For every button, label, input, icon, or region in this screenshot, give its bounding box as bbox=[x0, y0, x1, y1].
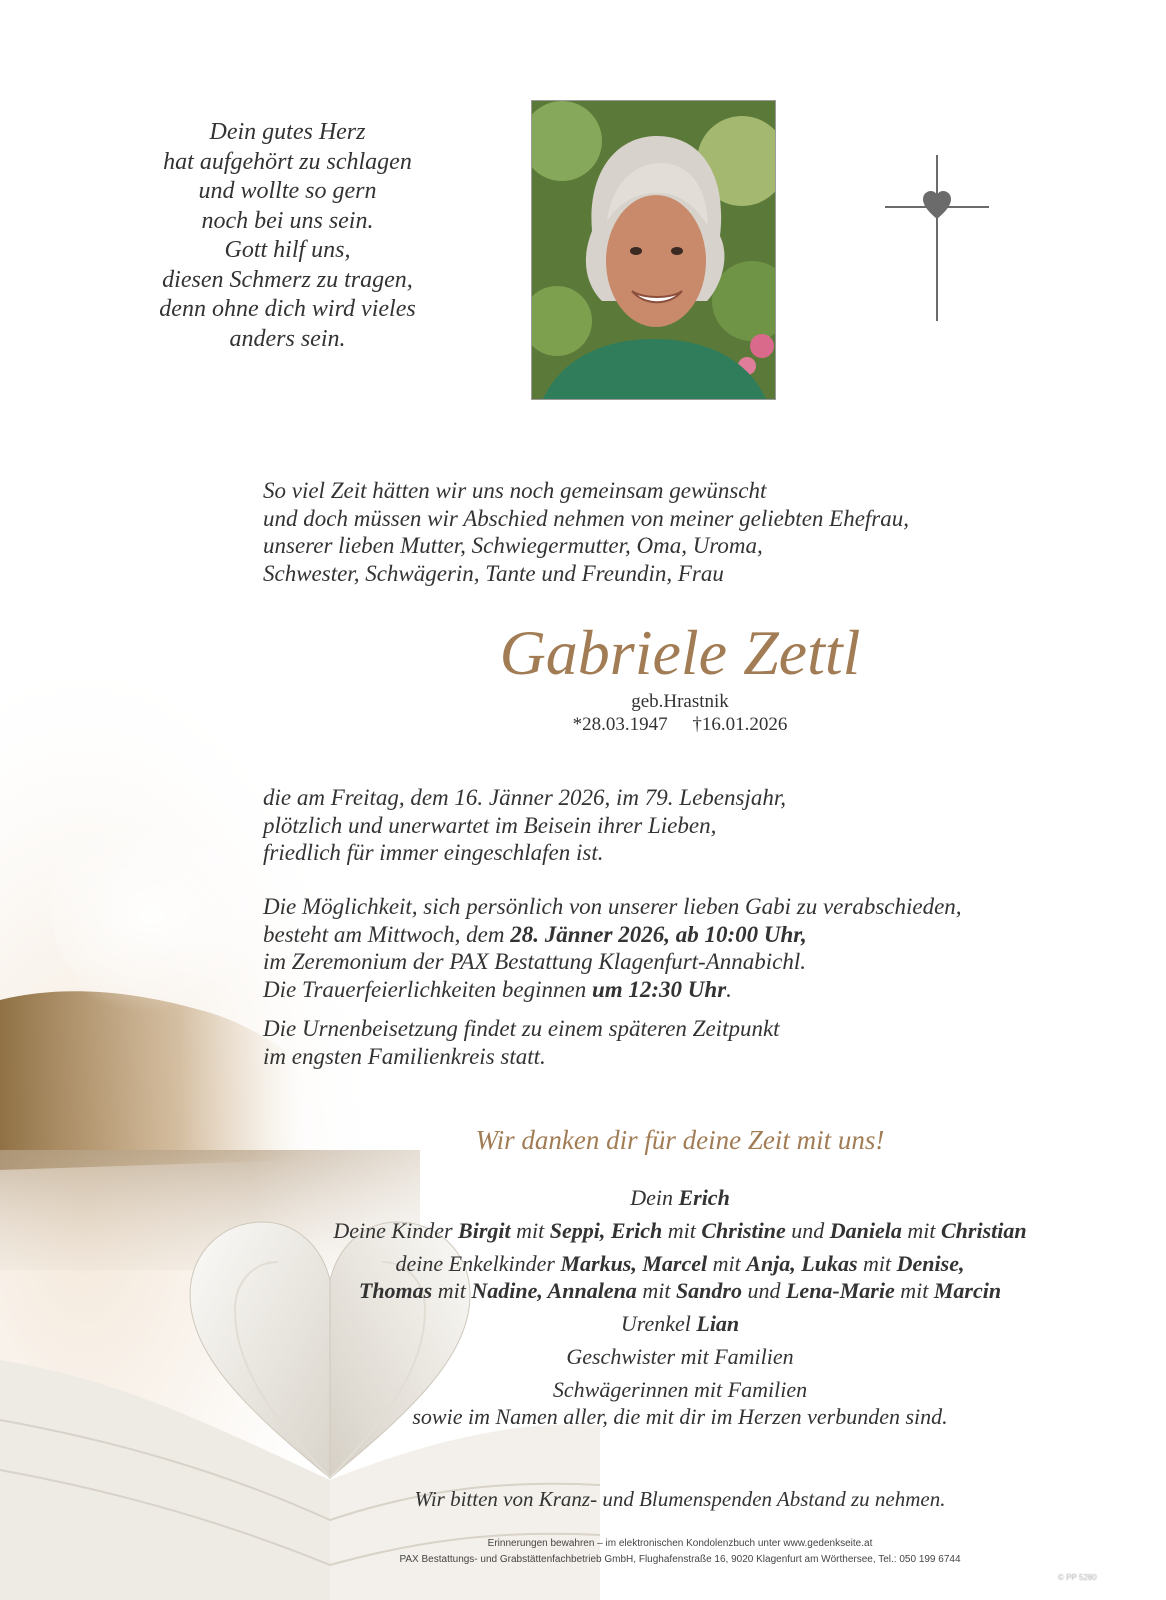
mourner-name: Anja, Lukas bbox=[746, 1251, 858, 1276]
mourner-text: Dein bbox=[630, 1185, 679, 1210]
farewell-text: . bbox=[726, 976, 732, 1002]
farewell-info bbox=[263, 893, 1063, 1003]
cross-heart-icon bbox=[885, 155, 989, 321]
mourner-text: mit bbox=[662, 1218, 702, 1243]
mourner-great-grandchild bbox=[260, 1310, 1100, 1337]
mourner-name: Nadine, Annalena bbox=[471, 1278, 637, 1303]
mourner-text: Deine Kinder bbox=[333, 1218, 459, 1243]
farewell-line bbox=[263, 921, 1063, 949]
mourner-name: Christian bbox=[940, 1218, 1027, 1243]
no-flowers-request: Wir bitten von Kranz- und Blumenspenden Abstand zu nehmen. bbox=[414, 1487, 946, 1511]
mourner-text: und bbox=[785, 1218, 830, 1243]
mourner-siblings: Geschwister mit Familien bbox=[566, 1344, 794, 1369]
intro-line: So viel Zeit hätten wir uns noch gemeinsam gewünscht bbox=[263, 478, 767, 503]
mourner-text: mit bbox=[857, 1251, 897, 1276]
farewell-line: im Zeremonium der PAX Bestattung Klagenfurt-Annabichl. bbox=[263, 949, 807, 974]
portrait-photo bbox=[531, 100, 776, 400]
poem-line: anders sein. bbox=[229, 325, 346, 352]
mourner-name: Christine bbox=[701, 1218, 786, 1243]
farewell-text: Die Trauerfeierlichkeiten beginnen bbox=[263, 976, 592, 1002]
death-notice bbox=[263, 784, 1023, 867]
mourner-all: sowie im Namen aller, die mit dir im Herzen verbunden sind. bbox=[412, 1404, 948, 1429]
farewell-line: Die Möglichkeit, sich persönlich von unserer lieben Gabi zu verabschieden, bbox=[263, 894, 962, 919]
mourner-text: mit bbox=[707, 1251, 747, 1276]
mourner-children bbox=[260, 1217, 1100, 1244]
mourner-name: Lian bbox=[696, 1311, 740, 1336]
mourner-text: mit bbox=[510, 1218, 550, 1243]
intro-line: unserer lieben Mutter, Schwiegermutter, Oma, Uroma, bbox=[263, 533, 763, 558]
mourner-name: Lena-Marie bbox=[785, 1278, 895, 1303]
intro-line: Schwester, Schwägerin, Tante und Freundin, Frau bbox=[263, 560, 724, 586]
mourner-name: Birgit bbox=[458, 1218, 511, 1243]
intro-text bbox=[263, 477, 1023, 587]
poem bbox=[110, 118, 465, 354]
death-line: friedlich für immer eingeschlafen ist. bbox=[263, 840, 604, 865]
mourner-text: und bbox=[741, 1278, 786, 1303]
mourner-name: Marcin bbox=[933, 1278, 1002, 1303]
life-dates bbox=[430, 714, 930, 736]
mourner-name: Thomas bbox=[358, 1278, 433, 1303]
mourner-text: deine Enkelkinder bbox=[395, 1251, 561, 1276]
mourner-text: mit bbox=[901, 1218, 941, 1243]
intro-line: und doch müssen wir Abschied nehmen von meiner geliebten Ehefrau, bbox=[263, 505, 909, 531]
farewell-datetime: 28. Jänner 2026, ab 10:00 Uhr, bbox=[510, 921, 807, 947]
deceased-name: Gabriele Zettl bbox=[499, 617, 861, 688]
poem-line: Gott hilf uns, bbox=[224, 237, 351, 263]
urn-line: im engsten Familienkreis statt. bbox=[263, 1043, 546, 1069]
urn-notice bbox=[263, 1015, 1023, 1070]
poem-line: denn ohne dich wird vieles bbox=[159, 296, 416, 322]
mourner-name: Sandro bbox=[675, 1278, 742, 1303]
footer-company: PAX Bestattungs- und Grabstättenfachbetrieb GmbH, Flughafenstraße 16, 9020 Klagenfurt am Wörthersee, Tel.: 050 199 6744 bbox=[399, 1554, 961, 1565]
farewell-line bbox=[263, 976, 1063, 1004]
poem-line: und wollte so gern bbox=[198, 178, 377, 204]
poem-line: noch bei uns sein. bbox=[201, 207, 374, 234]
thanks-heading: Wir danken dir für deine Zeit mit uns! bbox=[475, 1125, 885, 1155]
footer-condolence: Erinnerungen bewahren – im elektronischen Kondolenzbuch unter www.gedenkseite.at bbox=[487, 1538, 873, 1549]
poem-line: Dein gutes Herz bbox=[209, 119, 366, 145]
poem-line: diesen Schmerz zu tragen, bbox=[162, 266, 413, 293]
mourner-name: Erich bbox=[678, 1185, 730, 1210]
mourner-text: mit bbox=[432, 1278, 472, 1303]
ceremony-time: um 12:30 Uhr bbox=[591, 976, 727, 1002]
mourner-spouse bbox=[260, 1184, 1100, 1211]
mourner-text: Urenkel bbox=[620, 1311, 697, 1336]
mourner-name: Markus, Marcel bbox=[560, 1251, 708, 1276]
template-code: © PP 5280 bbox=[1058, 1573, 1097, 1582]
mourners-list bbox=[260, 1184, 1100, 1430]
mourner-name: Erich bbox=[610, 1218, 663, 1243]
mourner-name: Denise, bbox=[896, 1251, 965, 1276]
poem-line: hat aufgehört zu schlagen bbox=[163, 148, 412, 175]
mourner-grandchildren bbox=[260, 1250, 1100, 1277]
mourner-name: Daniela bbox=[829, 1218, 902, 1243]
maiden-name: geb.Hrastnik bbox=[631, 691, 729, 712]
birth-date: *28.03.1947 bbox=[572, 714, 668, 735]
death-date: †16.01.2026 bbox=[692, 714, 788, 735]
death-line: die am Freitag, dem 16. Jänner 2026, im 79. Lebensjahr, bbox=[263, 785, 786, 810]
mourner-grandchildren bbox=[260, 1277, 1100, 1304]
mourner-text: mit bbox=[636, 1278, 676, 1303]
mourner-text: mit bbox=[894, 1278, 934, 1303]
mourner-sisters-in-law: Schwägerinnen mit Familien bbox=[552, 1377, 808, 1402]
death-line: plötzlich und unerwartet im Beisein ihrer Lieben, bbox=[263, 812, 717, 838]
urn-line: Die Urnenbeisetzung findet zu einem späteren Zeitpunkt bbox=[263, 1016, 780, 1041]
mourner-name: Seppi, bbox=[549, 1218, 606, 1243]
farewell-text: besteht am Mittwoch, dem bbox=[263, 921, 511, 947]
footer bbox=[330, 1536, 1030, 1568]
